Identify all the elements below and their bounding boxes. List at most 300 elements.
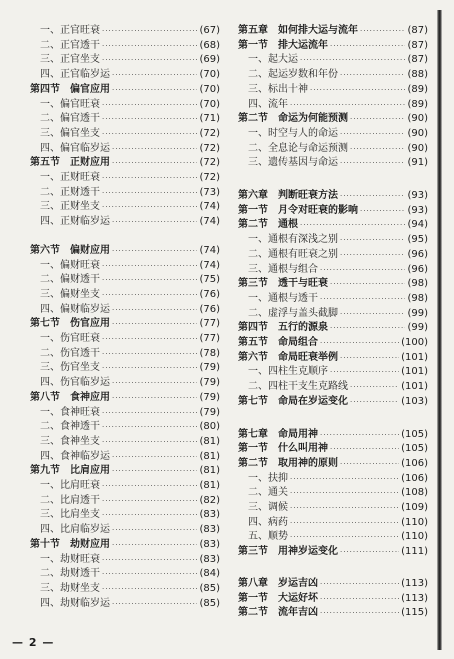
- toc-entry-page: (76): [199, 288, 220, 300]
- toc-entry-label: 第一节: [238, 592, 268, 604]
- toc-entry-dot-leader: [320, 606, 399, 620]
- toc-entry-page: (95): [407, 234, 428, 246]
- toc-entry-dot-leader: [340, 189, 405, 203]
- toc-entry-page: (108): [401, 487, 428, 499]
- toc-entry-dot-leader: [102, 420, 197, 434]
- toc-entry-page: (90): [407, 142, 428, 154]
- toc-entry: [234, 39, 428, 53]
- toc-entry-title: 食神应用: [70, 391, 110, 403]
- toc-entry: [234, 577, 428, 591]
- toc-entry-page: (96): [407, 248, 428, 260]
- toc-entry-label: 一、: [248, 234, 268, 246]
- toc-entry-dot-leader: [102, 582, 197, 596]
- toc-entry-dot-leader: [330, 39, 405, 53]
- toc-entry-title: 比肩应用: [70, 465, 110, 477]
- toc-entry-page: (88): [407, 69, 428, 81]
- toc-entry-dot-leader: [340, 248, 405, 262]
- toc-entry-page: (113): [401, 592, 428, 604]
- toc-entry-title: 伤官临岁运: [60, 377, 110, 389]
- toc-entry-page: (80): [199, 421, 220, 433]
- toc-entry-label: 四、: [40, 450, 60, 462]
- toc-entry-dot-leader: [340, 68, 405, 82]
- toc-entry-title: 偏官旺衰: [60, 98, 100, 110]
- toc-entry-page: (110): [401, 531, 428, 543]
- toc-entry-title: 什么叫用神: [278, 443, 328, 455]
- toc-entry-page: (82): [199, 494, 220, 506]
- toc-entry-title: 判断旺衰方法: [278, 190, 338, 201]
- toc-entry-title: 伤官坐支: [60, 362, 100, 374]
- toc-entry-page: (81): [199, 465, 220, 477]
- toc-entry-page: (75): [199, 274, 220, 286]
- toc-entry-dot-leader: [112, 244, 197, 258]
- toc-entry-title: 起大运: [268, 54, 298, 66]
- toc-entry-title: 月令对旺衰的影响: [278, 204, 358, 216]
- toc-entry-label: 三、: [248, 157, 268, 169]
- toc-entry-title: 比肩坐支: [60, 509, 100, 521]
- toc-entry-dot-leader: [102, 273, 197, 287]
- toc-entry-title: 伤官透干: [60, 347, 100, 359]
- toc-entry: [22, 53, 220, 67]
- toc-entry-label: 一、: [248, 127, 268, 139]
- toc-entry-label: 二、: [40, 568, 60, 580]
- toc-entry: [22, 142, 220, 156]
- toc-entry: [22, 464, 220, 478]
- toc-entry-page: (69): [199, 54, 220, 66]
- toc-entry: [234, 472, 428, 486]
- toc-entry-label: 第五节: [238, 337, 268, 348]
- toc-entry-dot-leader: [290, 98, 405, 112]
- toc-entry: [22, 186, 220, 200]
- toc-entry-title: 大运好坏: [278, 592, 318, 604]
- toc-entry-page: (93): [407, 190, 428, 201]
- toc-entry-dot-leader: [102, 553, 197, 567]
- toc-entry-page: (115): [401, 607, 428, 619]
- toc-entry-dot-leader: [102, 98, 197, 112]
- toc-entry-title: 调候: [268, 502, 288, 513]
- toc-entry-title: 病药: [268, 516, 288, 528]
- toc-entry: [234, 98, 428, 112]
- toc-entry-label: 三、: [40, 362, 60, 374]
- toc-entry-page: (111): [401, 546, 428, 558]
- toc-entry-dot-leader: [112, 215, 197, 229]
- toc-entry-label: 一、: [40, 259, 60, 271]
- toc-entry: [234, 307, 428, 321]
- toc-entry-title: 命局用神: [278, 428, 318, 440]
- toc-entry-dot-leader: [350, 142, 405, 156]
- toc-entry: [22, 361, 220, 375]
- toc-entry: [22, 288, 220, 302]
- toc-entry-page: (79): [199, 406, 220, 418]
- toc-entry-title: 排大运流年: [278, 39, 328, 51]
- toc-entry-label: 二、: [40, 113, 60, 125]
- toc-entry-label: 第二节: [238, 219, 268, 231]
- toc-entry-label: 第一节: [238, 39, 268, 51]
- toc-entry-title: 通根有旺衰之别: [268, 248, 338, 260]
- toc-entry: [234, 606, 428, 620]
- toc-entry-label: 四、: [40, 216, 60, 228]
- toc-entry: [22, 156, 220, 170]
- toc-entry-title: 全息论与命运预测: [268, 142, 348, 154]
- toc-entry-label: 二、: [40, 186, 60, 198]
- toc-entry-dot-leader: [102, 361, 197, 375]
- toc-entry-title: 命运为何能预测: [278, 113, 348, 125]
- toc-entry-dot-leader: [102, 171, 197, 185]
- toc-entry-label: 四、: [40, 142, 60, 154]
- toc-entry-label: 二、: [40, 494, 60, 506]
- toc-entry: [234, 248, 428, 262]
- toc-entry-title: 正官临岁运: [60, 69, 110, 81]
- toc-entry-title: 四柱干支生克路线: [268, 381, 348, 393]
- toc-entry-label: 第三节: [238, 278, 268, 290]
- toc-entry-title: 伤官旺衰: [60, 333, 100, 344]
- toc-entry-label: 四、: [40, 597, 60, 609]
- toc-entry: [22, 494, 220, 508]
- toc-entry: [234, 351, 428, 365]
- toc-entry-label: 三、: [40, 582, 60, 594]
- toc-entry-label: 五、: [248, 531, 268, 543]
- toc-entry-label: 第十节: [30, 538, 60, 550]
- toc-entry-dot-leader: [102, 567, 197, 581]
- toc-entry-page: (76): [199, 303, 220, 315]
- toc-entry: [22, 538, 220, 552]
- toc-entry-label: 三、: [40, 509, 60, 521]
- toc-entry-dot-leader: [102, 479, 197, 493]
- toc-entry-page: (78): [199, 347, 220, 359]
- toc-entry-label: 第七节: [30, 318, 60, 330]
- toc-entry-title: 通根: [278, 219, 298, 231]
- toc-entry-label: 第二节: [238, 113, 268, 125]
- toc-entry: [234, 501, 428, 515]
- toc-entry-page: (96): [407, 263, 428, 275]
- toc-entry-label: 第一节: [238, 204, 268, 216]
- toc-entry-dot-leader: [112, 83, 197, 97]
- toc-entry-dot-leader: [112, 450, 197, 464]
- toc-entry-label: 二、: [40, 421, 60, 433]
- toc-entry: [22, 112, 220, 126]
- toc-entry-page: (106): [401, 472, 428, 484]
- toc-entry-dot-leader: [340, 127, 405, 141]
- toc-entry: [22, 391, 220, 405]
- toc-entry-page: (85): [199, 597, 220, 609]
- toc-entry-dot-leader: [112, 538, 197, 552]
- toc-entry: [234, 53, 428, 67]
- toc-entry: [234, 380, 428, 394]
- toc-entry-label: 第三节: [238, 546, 268, 558]
- toc-entry-label: 一、: [40, 25, 60, 36]
- toc-entry-page: (74): [199, 244, 220, 256]
- toc-entry: [22, 508, 220, 522]
- toc-entry-dot-leader: [290, 530, 399, 544]
- toc-entry-page: (105): [401, 443, 428, 455]
- toc-entry-title: 劫财坐支: [60, 582, 100, 594]
- toc-entry: [234, 336, 428, 350]
- toc-entry-dot-leader: [102, 39, 197, 53]
- toc-entry-page: (81): [199, 435, 220, 447]
- toc-entry-dot-leader: [320, 592, 399, 606]
- toc-entry: [22, 332, 220, 346]
- toc-entry-dot-leader: [310, 83, 405, 97]
- toc-entry-page: (101): [401, 366, 428, 378]
- toc-entry-dot-leader: [350, 112, 405, 126]
- toc-entry-page: (113): [401, 577, 428, 589]
- toc-entry-page: (83): [199, 538, 220, 550]
- toc-entry-title: 取用神的原则: [278, 457, 338, 469]
- toc-entry-title: 五行的源泉: [278, 322, 328, 334]
- toc-entry-label: 三、: [40, 435, 60, 447]
- toc-entry-dot-leader: [102, 508, 197, 522]
- toc-entry-dot-leader: [360, 204, 405, 218]
- toc-entry-page: (74): [199, 259, 220, 271]
- toc-entry-title: 命局组合: [278, 337, 318, 348]
- toc-entry: [22, 303, 220, 317]
- toc-entry-dot-leader: [320, 577, 399, 591]
- toc-entry-dot-leader: [320, 292, 405, 306]
- toc-entry-title: 用神岁运变化: [278, 546, 338, 558]
- toc-entry-page: (74): [199, 216, 220, 228]
- toc-entry-label: 第七章: [238, 428, 268, 440]
- toc-entry-label: 一、: [248, 472, 268, 484]
- toc-entry-title: 正财透干: [60, 186, 100, 198]
- toc-entry-label: 一、: [40, 553, 60, 565]
- toc-entry-title: 偏财应用: [70, 244, 110, 256]
- toc-entry-label: 二、: [248, 381, 268, 393]
- toc-entry: [22, 273, 220, 287]
- toc-entry-page: (67): [199, 25, 220, 36]
- toc-entry: [234, 83, 428, 97]
- toc-entry-dot-leader: [102, 259, 197, 273]
- toc-entry-label: 第八章: [238, 577, 268, 589]
- toc-entry-label: 第九节: [30, 465, 60, 477]
- toc-entry-label: 三、: [40, 127, 60, 139]
- toc-entry: [234, 204, 428, 218]
- toc-entry-page: (81): [199, 480, 220, 491]
- toc-entry: [234, 592, 428, 606]
- toc-entry-dot-leader: [102, 406, 197, 420]
- toc-entry-title: 伤官应用: [70, 318, 110, 330]
- toc-entry-title: 劫财透干: [60, 568, 100, 580]
- toc-entry-dot-leader: [102, 186, 197, 200]
- toc-entry-title: 劫财旺衰: [60, 553, 100, 565]
- toc-entry-dot-leader: [320, 336, 399, 350]
- toc-entry-title: 正财应用: [70, 157, 110, 169]
- toc-entry-title: 偏财临岁运: [60, 303, 110, 315]
- toc-entry-label: 第七节: [238, 395, 268, 407]
- toc-entry: [22, 39, 220, 53]
- toc-entry: [234, 457, 428, 471]
- toc-entry-page: (99): [407, 307, 428, 319]
- toc-entry: [234, 442, 428, 456]
- toc-entry-page: (77): [199, 333, 220, 344]
- toc-entry-dot-leader: [320, 428, 399, 442]
- toc-entry-title: 食神旺衰: [60, 406, 100, 418]
- toc-entry: [22, 215, 220, 229]
- toc-entry-title: 劫财临岁运: [60, 597, 110, 609]
- toc-entry-page: (103): [401, 395, 428, 407]
- toc-entry-label: 一、: [248, 366, 268, 378]
- toc-entry: [234, 516, 428, 530]
- toc-entry-label: 一、: [40, 480, 60, 491]
- toc-entry-page: (101): [401, 351, 428, 363]
- toc-entry: [234, 486, 428, 500]
- toc-entry-page: (110): [401, 516, 428, 528]
- toc-entry-dot-leader: [300, 218, 405, 232]
- toc-entry-dot-leader: [340, 457, 399, 471]
- toc-entry-title: 流年吉凶: [278, 607, 318, 619]
- toc-entry: [22, 259, 220, 273]
- toc-entry-title: 劫财应用: [70, 538, 110, 550]
- toc-entry-label: 一、: [40, 98, 60, 110]
- toc-entry-title: 顺势: [268, 531, 288, 543]
- toc-entry-label: 第二节: [238, 607, 268, 619]
- toc-entry: [234, 142, 428, 156]
- toc-entry-dot-leader: [112, 156, 197, 170]
- toc-entry: [234, 112, 428, 126]
- toc-entry-page: (100): [401, 337, 428, 348]
- toc-entry-page: (68): [199, 39, 220, 51]
- toc-entry-label: 第八节: [30, 391, 60, 403]
- toc-entry: [22, 420, 220, 434]
- toc-entry-title: 标出十神: [268, 83, 308, 95]
- toc-entry-label: 三、: [40, 201, 60, 213]
- toc-entry-page: (98): [407, 278, 428, 290]
- page-number: — 2 —: [12, 636, 55, 649]
- toc-entry: [22, 376, 220, 390]
- toc-entry: [22, 435, 220, 449]
- toc-entry-title: 正官坐支: [60, 54, 100, 66]
- toc-entry-dot-leader: [290, 516, 399, 530]
- toc-entry-page: (70): [199, 83, 220, 95]
- toc-entry-label: 第六章: [238, 190, 268, 201]
- toc-entry-page: (84): [199, 568, 220, 580]
- toc-entry-dot-leader: [350, 395, 399, 409]
- toc-entry: [22, 127, 220, 141]
- toc-entry-label: 第五章: [238, 25, 268, 36]
- toc-entry-dot-leader: [112, 317, 197, 331]
- toc-entry: [234, 233, 428, 247]
- toc-entry: [234, 127, 428, 141]
- toc-entry-title: 偏财旺衰: [60, 259, 100, 271]
- toc-entry-label: 一、: [248, 54, 268, 66]
- toc-entry-page: (83): [199, 524, 220, 536]
- toc-entry-page: (87): [407, 39, 428, 51]
- toc-entry-label: 四、: [40, 377, 60, 389]
- toc-entry-title: 食神透干: [60, 421, 100, 433]
- toc-entry-dot-leader: [340, 156, 405, 170]
- toc-entry-page: (70): [199, 69, 220, 81]
- toc-entry-page: (105): [401, 428, 428, 440]
- toc-entry-label: 四、: [40, 69, 60, 81]
- toc-entry-title: 遗传基因与命运: [268, 157, 338, 169]
- toc-entry-page: (71): [199, 113, 220, 125]
- toc-entry: [234, 277, 428, 291]
- toc-entry-dot-leader: [340, 545, 399, 559]
- toc-entry-title: 通根与透干: [268, 292, 318, 304]
- toc-entry-dot-leader: [300, 53, 405, 67]
- toc-entry-title: 食神坐支: [60, 435, 100, 447]
- toc-entry: [22, 244, 220, 258]
- toc-entry-page: (74): [199, 201, 220, 213]
- toc-entry: [22, 317, 220, 331]
- toc-entry-title: 偏官应用: [70, 83, 110, 95]
- toc-entry-page: (94): [407, 219, 428, 231]
- toc-entry: [22, 479, 220, 493]
- toc-entry: [22, 406, 220, 420]
- toc-entry: [22, 171, 220, 185]
- toc-entry-title: 通关: [268, 487, 288, 499]
- toc-entry-dot-leader: [350, 380, 399, 394]
- toc-entry-label: 第一节: [238, 443, 268, 455]
- toc-entry: [22, 582, 220, 596]
- toc-entry: [22, 597, 220, 611]
- toc-entry-title: 比肩临岁运: [60, 524, 110, 536]
- toc-entry-dot-leader: [340, 233, 405, 247]
- toc-entry-title: 偏财坐支: [60, 288, 100, 300]
- toc-entry: [22, 200, 220, 214]
- toc-entry-dot-leader: [102, 53, 197, 67]
- toc-entry-page: (81): [199, 450, 220, 462]
- toc-entry: [22, 68, 220, 82]
- toc-entry-dot-leader: [112, 376, 197, 390]
- toc-entry-dot-leader: [112, 391, 197, 405]
- toc-entry-label: 一、: [40, 406, 60, 418]
- toc-entry: [234, 428, 428, 442]
- toc-entry-page: (73): [199, 186, 220, 198]
- toc-entry-page: (101): [401, 381, 428, 393]
- toc-entry-page: (83): [199, 553, 220, 565]
- toc-entry-title: 正财坐支: [60, 201, 100, 213]
- toc-entry: [22, 523, 220, 537]
- toc-entry-label: 三、: [248, 83, 268, 95]
- page-edge-shadow: [437, 10, 442, 650]
- toc-entry-dot-leader: [340, 351, 399, 365]
- toc-entry-page: (90): [407, 127, 428, 139]
- toc-entry-dot-leader: [112, 303, 197, 317]
- toc-entry-label: 一、: [40, 333, 60, 344]
- toc-entry: [234, 263, 428, 277]
- toc-entry-title: 正财旺衰: [60, 172, 100, 183]
- toc-entry-page: (79): [199, 362, 220, 374]
- toc-entry-label: 二、: [40, 274, 60, 286]
- toc-entry-label: 二、: [248, 307, 268, 319]
- toc-entry-label: 第五节: [30, 157, 60, 169]
- toc-entry-title: 偏官临岁运: [60, 142, 110, 154]
- toc-entry-title: 通根有深浅之别: [268, 234, 338, 246]
- toc-entry-page: (87): [407, 54, 428, 66]
- toc-entry-dot-leader: [112, 597, 197, 611]
- toc-entry-page: (70): [199, 98, 220, 110]
- toc-entry-title: 时空与人的命运: [268, 127, 338, 139]
- toc-entry: [234, 292, 428, 306]
- toc-entry-title: 扶抑: [268, 472, 288, 484]
- toc-entry-label: 二、: [248, 69, 268, 81]
- toc-entry-page: (79): [199, 391, 220, 403]
- toc-entry-dot-leader: [330, 277, 405, 291]
- toc-entry-title: 偏官坐支: [60, 127, 100, 139]
- toc-entry-label: 三、: [248, 263, 268, 275]
- toc-entry-page: (98): [407, 292, 428, 304]
- toc-entry-title: 命局在岁运变化: [278, 395, 348, 407]
- toc-entry-dot-leader: [102, 435, 197, 449]
- toc-entry-label: 二、: [248, 248, 268, 260]
- toc-entry-dot-leader: [290, 486, 399, 500]
- toc-entry-page: (89): [407, 98, 428, 110]
- toc-entry-page: (109): [401, 502, 428, 513]
- toc-entry-label: 二、: [248, 487, 268, 499]
- toc-entry-dot-leader: [112, 523, 197, 537]
- toc-entry-title: 正财临岁运: [60, 216, 110, 228]
- toc-entry-label: 三、: [40, 288, 60, 300]
- toc-entry-page: (91): [407, 157, 428, 169]
